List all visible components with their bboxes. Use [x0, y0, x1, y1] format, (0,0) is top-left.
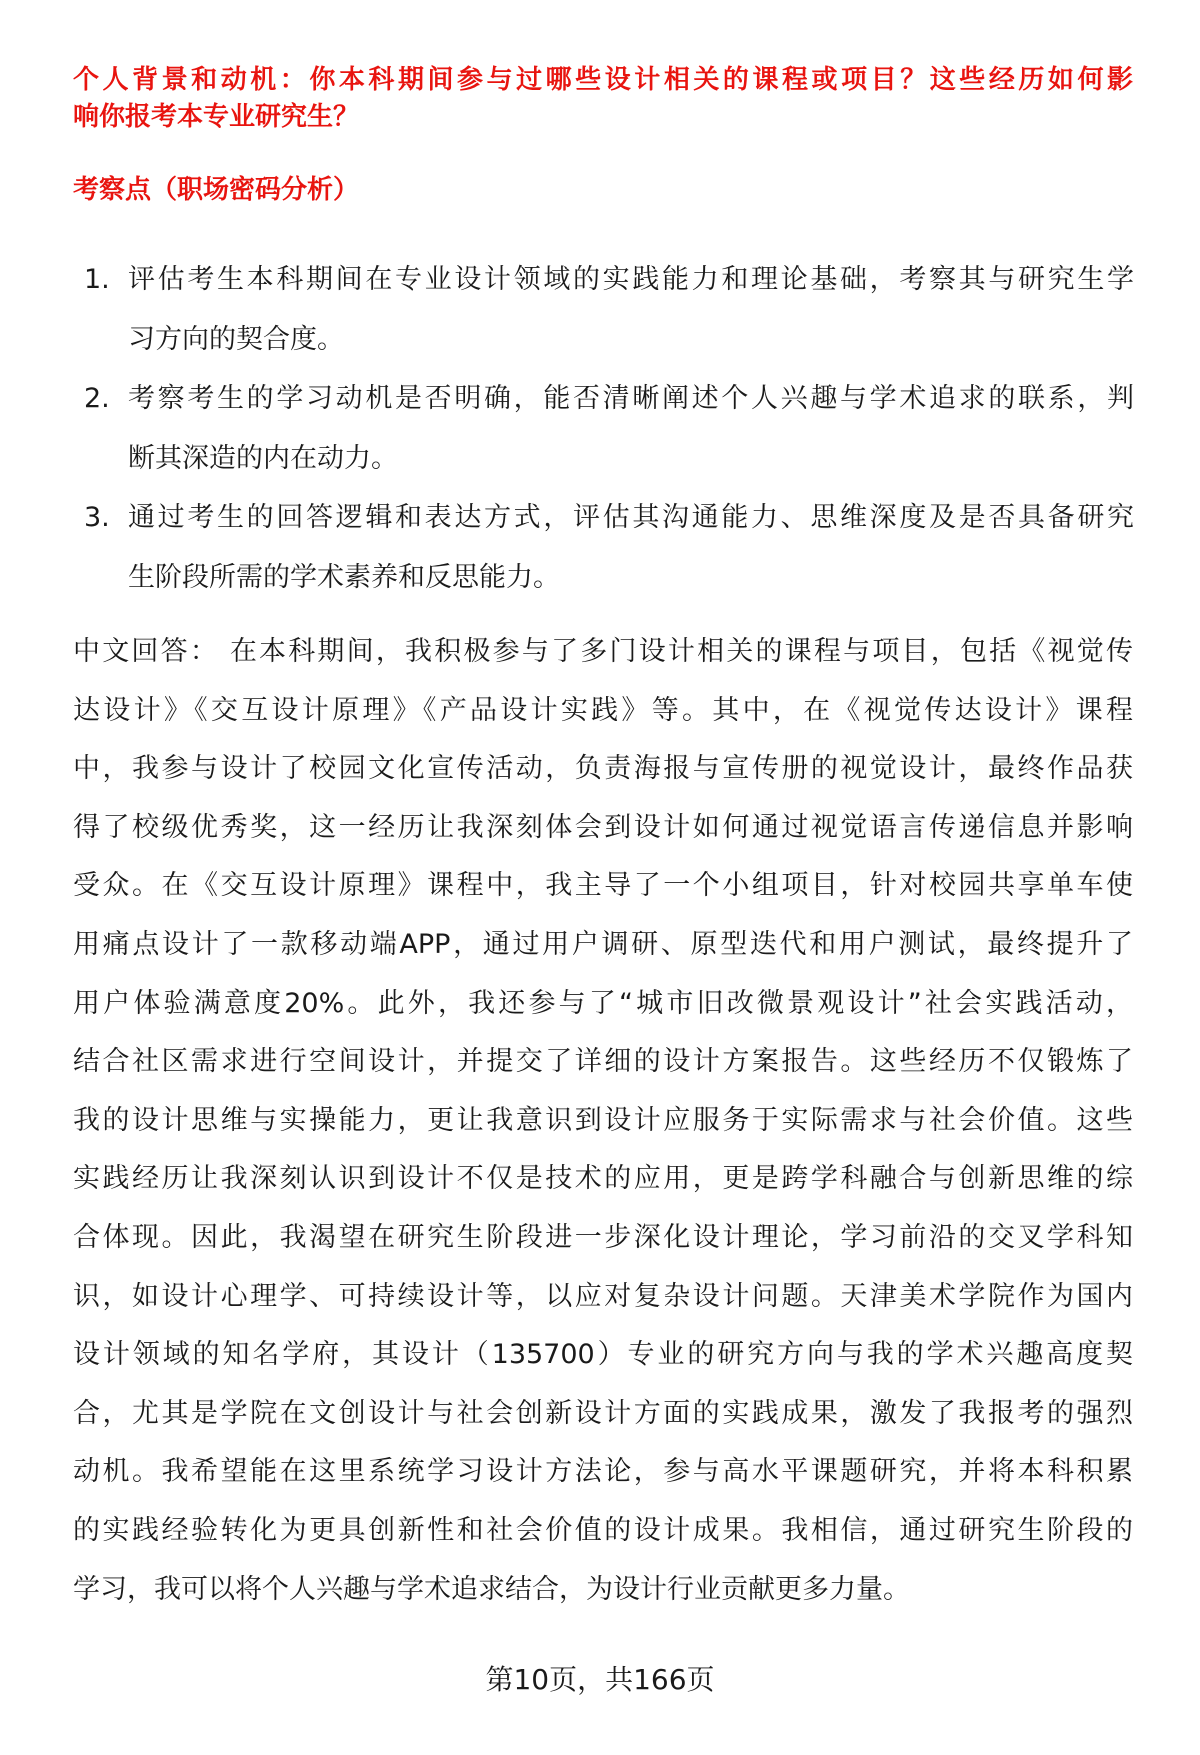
answer-line: 学习，我可以将个人兴趣与学术追求结合，为设计行业贡献更多力量。 — [73, 1573, 910, 1605]
list-item — [84, 369, 1134, 488]
answer-line: 用痛点设计了一款移动端APP，通过用户调研、原型迭代和用户测试，最终提升了 — [73, 928, 1133, 960]
list-line: 习方向的契合度。 — [128, 323, 344, 355]
evaluation-points-list — [84, 250, 1134, 607]
answer-line: 中文回答： 在本科期间，我积极参与了多门设计相关的课程与项目，包括《视觉传 — [73, 636, 1133, 667]
answer-line: 用户体验满意度20%。此外，我还参与了“城市旧改微景观设计”社会实践活动， — [73, 987, 1133, 1019]
list-number: 2. — [84, 383, 110, 414]
question-line: 响你报考本专业研究生？ — [73, 102, 360, 132]
answer-paragraph — [73, 623, 1133, 1619]
list-number: 3. — [84, 502, 110, 533]
list-item — [84, 488, 1134, 607]
question-heading — [73, 62, 1133, 136]
answer-line: 得了校级优秀奖，这一经历让我深刻体会到设计如何通过视觉语言传递信息并影响 — [73, 811, 1133, 843]
list-line: 考察考生的学习动机是否明确，能否清晰阐述个人兴趣与学术追求的联系，判 — [128, 383, 1134, 414]
list-line: 评估考生本科期间在专业设计领域的实践能力和理论基础，考察其与研究生学 — [128, 264, 1134, 295]
answer-line: 合，尤其是学院在文创设计与社会创新设计方面的实践成果，激发了我报考的强烈 — [73, 1397, 1133, 1429]
answer-line: 实践经历让我深刻认识到设计不仅是技术的应用，更是跨学科融合与创新思维的综 — [73, 1163, 1133, 1195]
section-heading: 考察点（职场密码分析） — [73, 175, 360, 205]
answer-line: 动机。我希望能在这里系统学习设计方法论，参与高水平课题研究，并将本科积累 — [73, 1456, 1133, 1488]
answer-line: 设计领域的知名学府，其设计（135700）专业的研究方向与我的学术兴趣高度契 — [73, 1339, 1133, 1371]
answer-line: 受众。在《交互设计原理》课程中，我主导了一个小组项目，针对校园共享单车使 — [73, 870, 1133, 902]
list-line: 断其深造的内在动力。 — [128, 442, 398, 474]
list-line: 生阶段所需的学术素养和反思能力。 — [128, 561, 560, 593]
answer-line: 达设计》《交互设计原理》《产品设计实践》等。其中，在《视觉传达设计》课程 — [73, 694, 1133, 726]
question-line: 个人背景和动机：你本科期间参与过哪些设计相关的课程或项目？这些经历如何影 — [73, 65, 1133, 95]
answer-line: 识，如设计心理学、可持续设计等，以应对复杂设计问题。天津美术学院作为国内 — [73, 1280, 1133, 1312]
answer-line: 中，我参与设计了校园文化宣传活动，负责海报与宣传册的视觉设计，最终作品获 — [73, 753, 1133, 785]
answer-line: 结合社区需求进行空间设计，并提交了详细的设计方案报告。这些经历不仅锻炼了 — [73, 1046, 1133, 1078]
list-line: 通过考生的回答逻辑和表达方式，评估其沟通能力、思维深度及是否具备研究 — [128, 502, 1134, 533]
list-number: 1. — [84, 264, 110, 295]
page-number: 第10页，共166页 — [485, 1663, 715, 1696]
list-item — [84, 250, 1134, 369]
answer-line: 的实践经验转化为更具创新性和社会价值的设计成果。我相信，通过研究生阶段的 — [73, 1514, 1133, 1546]
answer-line: 合体现。因此，我渴望在研究生阶段进一步深化设计理论，学习前沿的交叉学科知 — [73, 1221, 1133, 1253]
answer-line: 我的设计思维与实操能力，更让我意识到设计应服务于实际需求与社会价值。这些 — [73, 1104, 1133, 1136]
